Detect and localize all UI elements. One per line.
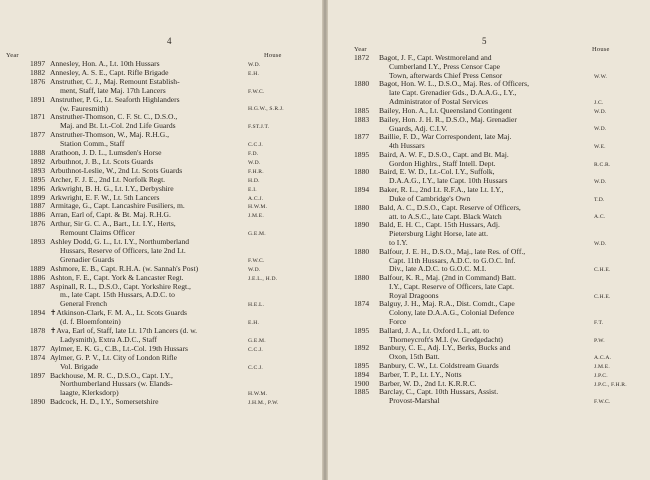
house-code: F.ST.J.T.: [248, 124, 270, 131]
year-column-label: Year: [6, 52, 19, 59]
entry-year: 1893: [30, 165, 46, 175]
entry-text: [379, 371, 591, 380]
house-code: A.C.A.: [594, 355, 612, 362]
house-code: C.H.E.: [594, 267, 611, 274]
entry-line: att. to A.S.C., late Capt. Black Watch: [389, 212, 502, 221]
entry-line: (w. Fauresmith): [60, 104, 109, 113]
house-code: W.D.: [248, 266, 261, 273]
house-code: F.W.C.: [248, 257, 265, 264]
entry-year: 1876: [30, 219, 46, 229]
entry-line: Arbuthnot-Leslie, W., 2nd Lt. Scots Guards: [50, 166, 183, 175]
house-code: W.W.: [594, 73, 608, 80]
entry-year: 1891: [30, 94, 46, 104]
entry-year: 1876: [30, 76, 46, 86]
entry-text: [50, 167, 262, 176]
entry-line: Barber, W. D., 2nd Lt. K.R.R.C.: [379, 379, 477, 388]
entry-line: Baird, A. W. F., D.S.O., Capt. and Bt. Maj.: [379, 150, 509, 159]
entry-text: [50, 327, 262, 345]
entry-text: [50, 176, 262, 185]
entry-text: [379, 116, 591, 134]
entry-line: Aylmer, G. P. V., Lt. City of London Rifle: [50, 353, 177, 362]
entry-line: Div., late A.D.C. to G.O.C. M.I.: [389, 265, 487, 274]
house-code: E.H.: [248, 70, 260, 77]
house-code: F.W.C.: [594, 399, 611, 406]
entry-line: Arkwright, B. H. G., Lt. I.Y., Derbyshire: [50, 184, 174, 193]
house-code: A.C.J.: [248, 195, 264, 202]
entry-text: [50, 131, 262, 149]
entry-line: late Capt. Grenadier Gds., D.A.A.G., I.Y.,: [389, 89, 517, 98]
entry-year: 1900: [354, 378, 370, 388]
entry-line: Bagot, Hon. W. L., D.S.O., Maj. Res. of Officers,: [379, 80, 530, 89]
entry-line: Duke of Cambridge's Own: [389, 194, 471, 203]
entry-line: Ladysmith), Extra A.D.C., Staff: [60, 335, 157, 344]
entry-text: [379, 54, 591, 81]
entry-line: Anstruther, C. J., Maj. Remount Establish-: [50, 77, 180, 86]
entry-line: Baker, R. L., 2nd Lt. R.F.A., late Lt. I.Y.,: [379, 186, 504, 194]
house-code: C.H.E.: [594, 293, 611, 300]
entry-line: Annesley, Hon. A., Lt. 10th Hussars: [50, 60, 160, 68]
entry-line: Town, afterwards Chief Press Censor: [389, 71, 503, 80]
entry-line: Baillie, F. D., War Correspondent, late Maj.: [379, 133, 512, 142]
entry-text: [50, 211, 262, 220]
entry-text: [50, 265, 262, 274]
house-code: G.E.M.: [248, 337, 266, 344]
register-entries: [0, 0, 322, 480]
house-code: R.C.R.: [594, 161, 611, 168]
house-code: J.E.L., H.D.: [248, 275, 278, 282]
entry-year: 1887: [30, 281, 46, 291]
entry-line: Arathoon, J. D. L., Lumsden's Horse: [50, 149, 162, 157]
entry-line: Royal Dragoons: [389, 291, 439, 300]
register-entries: [328, 0, 650, 480]
entry-line: Anstruther-Thomson, W., Maj. R.H.G.,: [50, 131, 170, 140]
entry-year: 1890: [30, 397, 46, 407]
entry-text: [50, 149, 262, 158]
entry-text: [50, 238, 262, 265]
page-number: 4: [167, 36, 172, 46]
entry-year: 1883: [354, 114, 370, 124]
entry-line: Bailey, Hon. A., Lt. Queensland Contingent: [379, 106, 512, 115]
entry-line: Ballard, J. A., Lt. Oxford L.I., att. to: [379, 326, 490, 335]
house-code: J.P.C., F.H.R.: [594, 381, 627, 388]
entry-year: 1872: [354, 53, 370, 62]
entry-line: Arkwright, E. F. W., Lt. 5th Lancers: [50, 193, 160, 202]
entry-line: Bald, E. H. C., Capt. 15th Hussars, Adj.: [379, 221, 500, 230]
entry-year: 1877: [354, 132, 370, 142]
entry-line: Aylmer, E. K. G., C.B., Lt.-Col. 19th Hussars: [50, 344, 188, 353]
entry-line: Provost-Marshal: [389, 397, 440, 406]
entry-line: to I.Y.: [389, 239, 408, 247]
entry-year: 1880: [354, 246, 370, 256]
entry-text: [50, 354, 262, 372]
entry-year: 1894: [30, 308, 46, 318]
entry-year: 1895: [354, 325, 370, 335]
entry-line: Oxon, 15th Batt.: [389, 353, 440, 362]
entry-text: [379, 186, 591, 204]
entry-text: [50, 282, 265, 310]
entry-line: Balguy, J. H., Maj. R.A., Dist. Comdt., Cape: [379, 300, 515, 309]
house-code: W.D.: [594, 126, 607, 133]
entry-year: 1880: [354, 167, 370, 177]
entry-line: Northumberland Hussars (w. Elands-: [60, 380, 173, 389]
entry-text: [50, 96, 262, 114]
entry-line: Archer, F. J. E., 2nd Lt. Norfolk Regt.: [50, 175, 166, 184]
entry-year: 1894: [354, 185, 370, 194]
entry-line: Capt. 11th Hussars, A.D.C. to G.O.C. Inf.: [389, 256, 516, 265]
house-code: P.W.: [594, 337, 605, 344]
entry-text: [379, 327, 591, 345]
entry-line: ✝Ava, Earl of, Staff, late Lt. 17th Lancers (d. w.: [50, 327, 198, 335]
entry-year: 1892: [354, 343, 370, 353]
entry-text: [379, 344, 591, 362]
page-number: 5: [482, 36, 487, 46]
entry-line: D.A.A.G., I.Y., late Capt. 10th Hussars: [389, 177, 508, 186]
entry-year: 1897: [30, 59, 46, 68]
house-code: A.C.: [594, 214, 606, 221]
house-code: W.D.: [594, 240, 607, 247]
entry-year: 1878: [30, 326, 46, 335]
entry-line: Thorneycroft's M.I. (w. Gredgedacht): [389, 335, 503, 344]
entry-year: 1895: [354, 149, 370, 159]
left-page: [0, 0, 322, 480]
house-code: E.H.: [248, 320, 260, 327]
entry-text: [379, 107, 591, 116]
entry-year: 1880: [354, 273, 370, 282]
entry-year: 1892: [30, 156, 46, 166]
entry-line: Force: [389, 318, 407, 327]
entry-text: [50, 202, 262, 211]
house-code: F.T.: [594, 319, 604, 326]
entry-line: Aspinall, R. L., D.S.O., Capt. Yorkshire Regt.,: [50, 282, 191, 291]
entry-line: 4th Hussars: [389, 142, 425, 151]
house-code: W.D.: [594, 179, 607, 186]
entry-line: Backhouse, M. R. C., D.S.O., Capt. I.Y.,: [50, 371, 173, 380]
entry-line: Cumberland I.Y., Press Censor Cape: [389, 62, 501, 71]
right-page: [328, 0, 650, 480]
entry-text: [379, 133, 591, 151]
house-code: H.D.: [248, 177, 260, 184]
entry-year: 1886: [30, 210, 46, 220]
house-code: J.M.E.: [594, 364, 610, 370]
entry-text: [379, 274, 591, 301]
entry-text: [379, 362, 591, 371]
entry-year: 1885: [354, 387, 370, 397]
entry-text: [50, 194, 262, 203]
house-code: J.H.M., P.W.: [248, 400, 279, 407]
entry-line: Barber, T. P., Lt. I.Y., Notts: [379, 370, 462, 379]
entry-line: Arbuthnot, J. B., Lt. Scots Guards: [50, 157, 154, 166]
house-code: C.C.J.: [248, 364, 264, 371]
entry-line: Bald, A. C., D.S.O., Capt. Reserve of Officers,: [379, 203, 521, 212]
house-code: C.C.J.: [248, 142, 264, 149]
entry-year: 1893: [30, 237, 46, 246]
entry-year: 1894: [354, 369, 370, 379]
house-code: H.W.M.: [248, 391, 268, 398]
entry-line: Baird, E. W. D., Lt.-Col. I.Y., Suffolk,: [379, 168, 495, 177]
entry-year: 1880: [354, 202, 370, 212]
house-code: J.P.C.: [594, 372, 608, 379]
entry-line: Colony, late D.A.A.G., Colonial Defence: [389, 309, 515, 318]
entry-line: Gordon Highlrs., Staff Intell. Dept.: [389, 159, 496, 168]
house-code: W.E.: [594, 143, 606, 150]
entry-year: 1882: [30, 67, 46, 77]
entry-line: Hussars, Reserve of Officers, late 2nd Lt.: [60, 246, 186, 255]
entry-year: 1889: [30, 263, 46, 273]
entry-text: [379, 204, 591, 222]
entry-line: Guards, Adj. C.I.V.: [389, 124, 448, 133]
entry-line: Balfour, K. R., Maj. (2nd in Command) Batt.: [379, 274, 517, 282]
entry-text: [379, 80, 591, 107]
entry-year: 1877: [30, 343, 46, 353]
entry-line: laagte, Klerksdorp): [60, 389, 119, 398]
entry-line: Banbury, C. E., Adj. I.Y., Berks, Bucks and: [379, 344, 511, 353]
entry-line: Pietersburg Light Horse, late att.: [389, 230, 488, 239]
house-code: E.I.: [248, 186, 257, 193]
entry-text: [50, 113, 262, 131]
entry-line: Badcock, H. D., I.Y., Somersetshire: [50, 398, 159, 407]
entry-line: Annesley, A. S. E., Capt. Rifle Brigade: [50, 68, 169, 77]
entry-year: 1899: [30, 192, 46, 202]
entry-line: I.Y., Capt. Reserve of Officers, late Capt.: [389, 282, 514, 291]
entry-text: [379, 380, 591, 389]
entry-line: Balfour, J. E. H., D.S.O., Maj., late Res. of Off.,: [379, 247, 526, 256]
entry-line: Vol. Brigade: [60, 362, 99, 371]
entry-text: [379, 168, 591, 186]
entry-text: [50, 78, 262, 96]
entry-text: [50, 274, 262, 283]
entry-line: Anstruther, P. G., Lt. Seaforth Highlanders: [50, 95, 180, 104]
house-code: W.D.: [594, 108, 607, 115]
house-code: F.H.R.: [248, 168, 264, 175]
entry-year: 1895: [354, 361, 370, 370]
entry-text: [379, 221, 591, 248]
house-code: H.E.L.: [248, 302, 265, 309]
house-code: J.C.: [594, 99, 604, 106]
entry-line: Ashmore, E. B., Capt. R.H.A. (w. Sannah's Post): [50, 264, 199, 273]
house-column-label: House: [264, 52, 282, 59]
entry-year: 1877: [30, 130, 46, 140]
entry-line: Grenadier Guards: [60, 255, 115, 264]
entry-text: [50, 220, 262, 238]
entry-year: 1885: [354, 105, 370, 115]
house-code: J.M.E.: [248, 213, 264, 220]
entry-text: [50, 60, 262, 69]
year-column-label: Year: [354, 46, 367, 53]
entry-year: 1886: [30, 272, 46, 282]
entry-text: [50, 345, 262, 354]
entry-year: 1896: [30, 183, 46, 193]
entry-text: [379, 300, 591, 327]
entry-year: 1874: [354, 299, 370, 309]
house-code: H.W.M.: [248, 204, 268, 211]
entry-text: [379, 151, 591, 169]
entry-line: Arthur, Sir G. C. A., Bart., Lt. I.Y., Herts,: [50, 220, 176, 229]
house-code: C.C.J.: [248, 346, 264, 353]
entry-line: Arran, Earl of, Capt. & Bt. Maj. R.H.G.: [50, 211, 171, 220]
entry-year: 1880: [354, 79, 370, 89]
house-code: H.G.W., S.R.J.: [248, 106, 284, 113]
entry-line: Maj. and Bt. Lt.-Col. 2nd Life Guards: [60, 122, 176, 131]
house-code: W.D.: [248, 159, 261, 166]
entry-year: 1890: [354, 220, 370, 230]
entry-text: [50, 398, 262, 407]
entry-year: 1888: [30, 148, 46, 157]
entry-line: Remount Claims Officer: [60, 229, 135, 238]
entry-line: Ashton, F. E., Capt. York & Lancaster Regt.: [50, 273, 184, 282]
entry-line: ✝Atkinson-Clark, F. M. A., Lt. Scots Guards: [50, 309, 187, 318]
entry-line: (d. f. Bloemfontein): [60, 318, 121, 327]
entry-text: [50, 309, 262, 327]
entry-line: Barclay, C., Capt. 10th Hussars, Assist.: [379, 388, 499, 397]
entry-line: Ashley Dodd, G. L., Lt. I.Y., Northumberland: [50, 238, 190, 246]
house-code: W.D.: [248, 62, 261, 68]
house-column-label: House: [592, 46, 610, 53]
house-code: F.D.: [248, 151, 259, 157]
house-code: G.E.M.: [248, 231, 266, 238]
entry-text: [50, 372, 262, 399]
entry-line: Anstruther-Thomson, C. F. St. C., D.S.O.,: [50, 113, 178, 122]
entry-line: Bagot, J. F., Capt. Westmoreland and: [379, 54, 492, 62]
entry-line: ment, Staff, late Maj. 17th Lancers: [60, 86, 166, 95]
entry-line: Administrator of Postal Services: [389, 98, 488, 107]
entry-line: General French: [60, 300, 108, 309]
entry-year: 1897: [30, 370, 46, 380]
entry-text: [379, 388, 591, 406]
entry-line: Station Comm., Staff: [60, 140, 125, 149]
entry-year: 1887: [30, 201, 46, 211]
entry-text: [50, 69, 262, 78]
entry-year: 1871: [30, 112, 46, 122]
entry-text: [50, 158, 262, 167]
house-code: F.W.C.: [248, 88, 265, 95]
entry-line: Banbury, C. W., Lt. Coldstream Guards: [379, 362, 499, 370]
entry-line: Armitage, G., Capt. Lancashire Fusiliers, m.: [50, 202, 185, 211]
entry-line: Bailey, Hon. J. H. R., D.S.O., Maj. Grenadier: [379, 115, 517, 124]
entry-year: 1895: [30, 174, 46, 184]
entry-text: [379, 248, 591, 275]
house-code: T.D.: [594, 196, 605, 203]
entry-text: [50, 185, 262, 194]
entry-year: 1874: [30, 352, 46, 362]
entry-line: m., late Capt. 15th Hussars, A.D.C. to: [60, 291, 175, 300]
